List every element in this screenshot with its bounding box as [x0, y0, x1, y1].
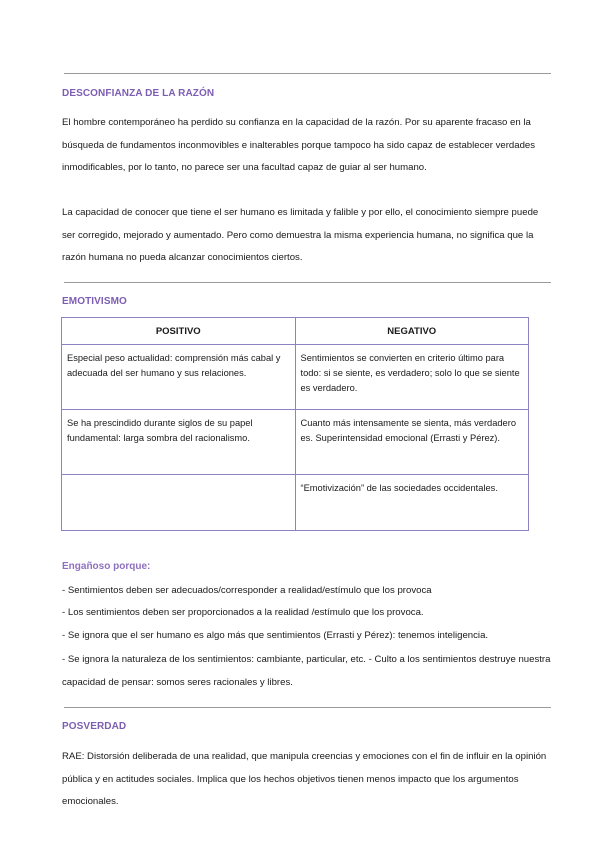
list-item: - Se ignora la naturaleza de los sentimientos: cambiante, particular, etc. - Culto a los sentimientos destruye nuestra capacidad de pensar: somos seres racionales y libres. [62, 654, 551, 688]
table-cell: Especial peso actualidad: comprensión más cabal y adecuada del ser humano y sus relaciones. [62, 345, 296, 410]
table-row [62, 410, 529, 475]
table-cell [62, 475, 296, 531]
paragraph: La capacidad de conocer que tiene el ser humano es limitada y falible y por ello, el conocimiento siempre puede ser corregido, mejorado y aumentado. Pero como demuestra la misma experiencia humana, no significa que la razón humana no pueda alcanzar conocimientos ciertos. [62, 207, 539, 263]
list-item: - Los sentimientos deben ser proporcionados a la realidad /estímulo que los provoca. [62, 607, 424, 618]
section-heading-posverdad: POSVERDAD [62, 721, 127, 732]
table-cell: Sentimientos se convierten en criterio último para todo: si se siente, es verdadero; solo lo que se siente es verdadero. [295, 345, 529, 410]
section-divider [64, 73, 551, 74]
paragraph: El hombre contemporáneo ha perdido su confianza en la capacidad de la razón. Por su aparente fracaso en la búsqueda de fundamentos inconmovibles e inalterables porque tampoco ha sido capaz de establecer verdades inmodificables, por lo tanto, no parece ser una facultad capaz de guiar al ser humano. [62, 117, 536, 173]
table-header-positivo: POSITIVO [62, 318, 296, 345]
list-item: - Sentimientos deben ser adecuados/corresponder a realidad/estímulo que los provoca [62, 585, 432, 596]
subheading-enganoso: Engañoso porque: [62, 561, 151, 572]
section-divider [64, 282, 551, 283]
table-row [62, 475, 529, 531]
table-header-negativo: NEGATIVO [295, 318, 529, 345]
table-cell: “Emotivización” de las sociedades occidentales. [295, 475, 529, 531]
section-heading-desconfianza: DESCONFIANZA DE LA RAZÓN [62, 88, 215, 99]
emotivismo-table [61, 317, 529, 531]
section-divider [64, 707, 551, 708]
table-row [62, 345, 529, 410]
table-cell: Cuanto más intensamente se sienta, más verdadero es. Superintensidad emocional (Errasti y Pérez). [295, 410, 529, 475]
section-heading-emotivismo: EMOTIVISMO [62, 296, 127, 307]
paragraph: RAE: Distorsión deliberada de una realidad, que manipula creencias y emociones con el fin de influir en la opinión pública y en actitudes sociales. Implica que los hechos objetivos tienen menos impacto que los argumentos emocionales. [62, 751, 547, 807]
table-cell: Se ha prescindido durante siglos de su papel fundamental: larga sombra del racionalismo. [62, 410, 296, 475]
list-item: - Se ignora que el ser humano es algo más que sentimientos (Errasti y Pérez): tenemos inteligencia. [62, 630, 489, 641]
